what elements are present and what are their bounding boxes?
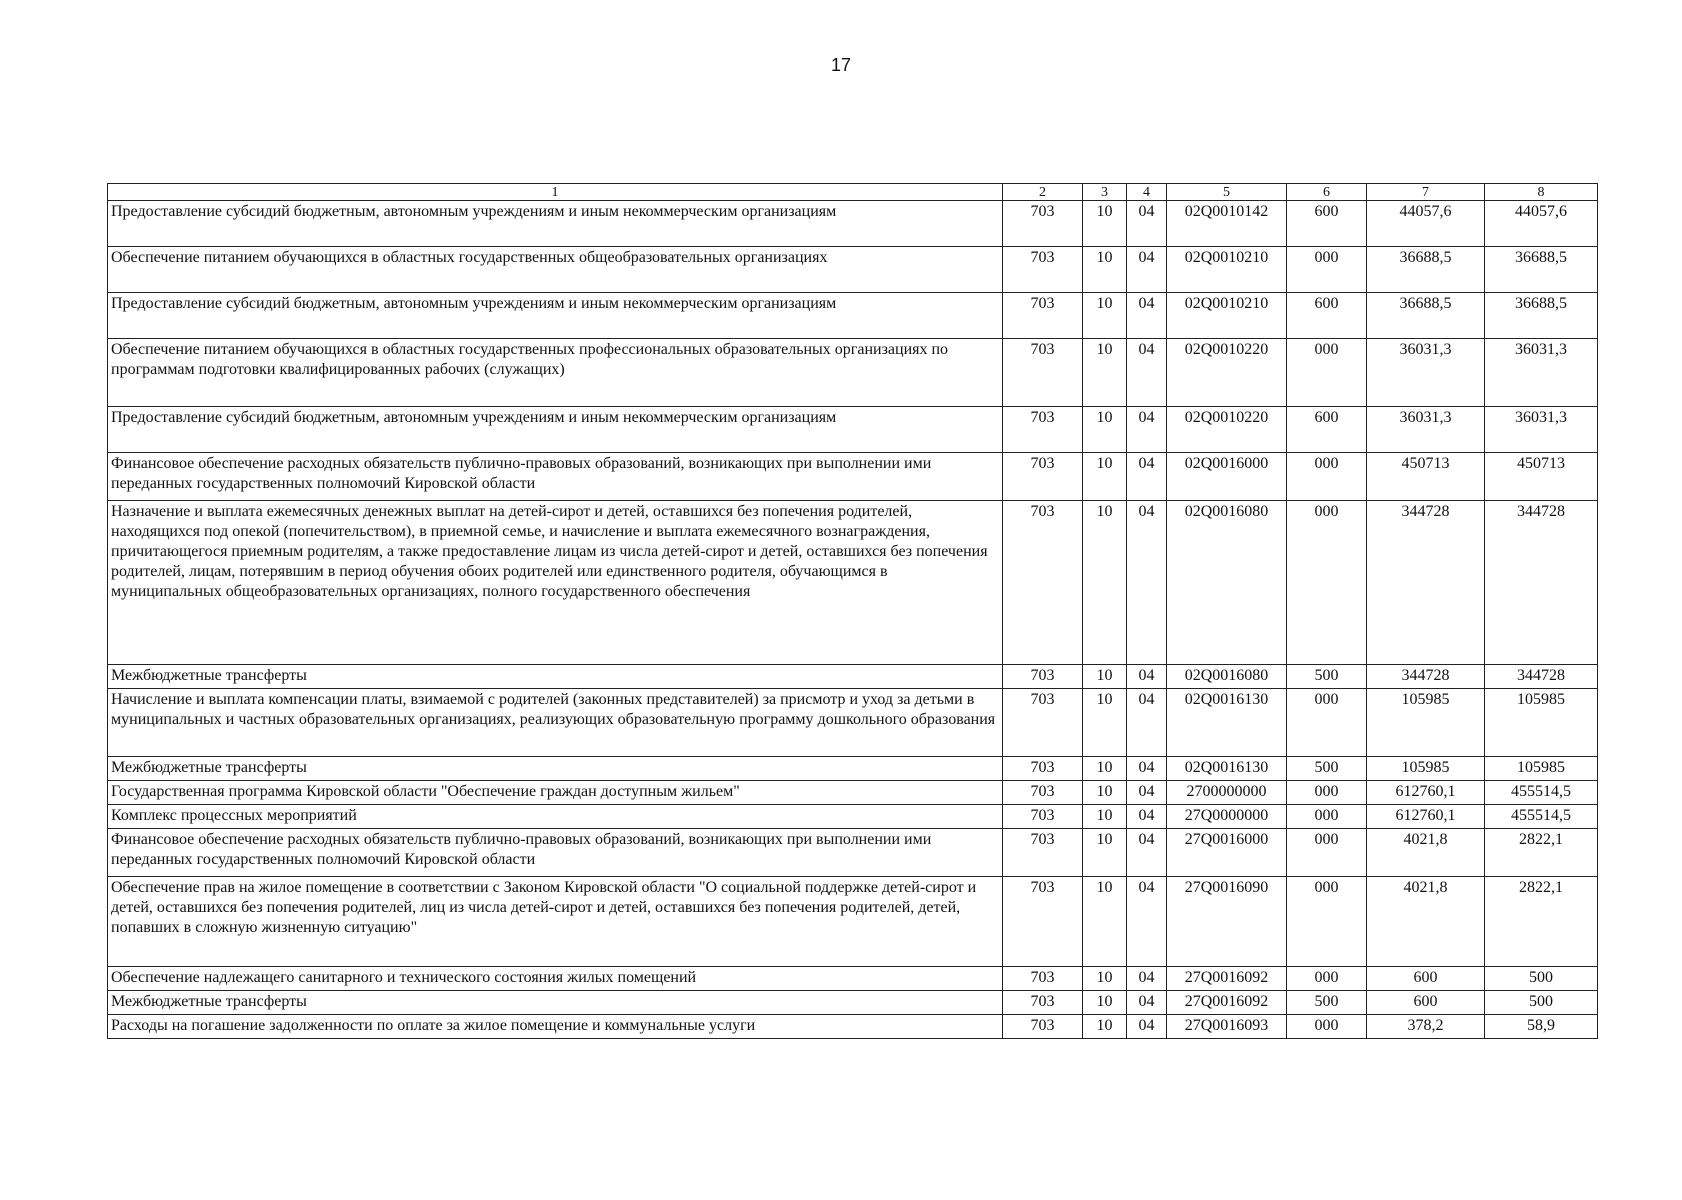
section-cell: 10: [1083, 757, 1127, 781]
subsection-cell: 04: [1127, 967, 1167, 991]
expense-type-cell: 600: [1287, 407, 1367, 453]
target-item-cell: 02Q0016000: [1167, 453, 1287, 501]
code-cell: 703: [1003, 991, 1083, 1015]
amount-year-2-cell: 105985: [1485, 757, 1598, 781]
header-cell: 6: [1287, 184, 1367, 201]
code-cell: 703: [1003, 967, 1083, 991]
amount-year-1-cell: 344728: [1367, 665, 1485, 689]
target-item-cell: 02Q0016130: [1167, 757, 1287, 781]
subsection-cell: 04: [1127, 665, 1167, 689]
row-name-cell: Обеспечение надлежащего санитарного и технического состояния жилых помещений: [108, 967, 1003, 991]
subsection-cell: 04: [1127, 877, 1167, 967]
code-cell: 703: [1003, 877, 1083, 967]
table-row: [108, 453, 1598, 501]
table-row: [108, 247, 1598, 293]
amount-year-2-cell: 455514,5: [1485, 805, 1598, 829]
row-name-cell: Межбюджетные трансферты: [108, 757, 1003, 781]
table-row: [108, 665, 1598, 689]
code-cell: 703: [1003, 781, 1083, 805]
expense-type-cell: 000: [1287, 781, 1367, 805]
subsection-cell: 04: [1127, 339, 1167, 407]
header-cell: 8: [1485, 184, 1598, 201]
expense-type-cell: 000: [1287, 501, 1367, 665]
target-item-cell: 02Q0010220: [1167, 407, 1287, 453]
table-row: [108, 293, 1598, 339]
expense-type-cell: 000: [1287, 967, 1367, 991]
amount-year-2-cell: 36031,3: [1485, 339, 1598, 407]
amount-year-2-cell: 36688,5: [1485, 293, 1598, 339]
amount-year-2-cell: 450713: [1485, 453, 1598, 501]
code-cell: 703: [1003, 665, 1083, 689]
subsection-cell: 04: [1127, 407, 1167, 453]
amount-year-2-cell: 105985: [1485, 689, 1598, 757]
expense-type-cell: 000: [1287, 339, 1367, 407]
target-item-cell: 2700000000: [1167, 781, 1287, 805]
expense-type-cell: 000: [1287, 453, 1367, 501]
amount-year-1-cell: 36031,3: [1367, 407, 1485, 453]
target-item-cell: 27Q0016092: [1167, 991, 1287, 1015]
header-cell: 3: [1083, 184, 1127, 201]
section-cell: 10: [1083, 967, 1127, 991]
code-cell: 703: [1003, 757, 1083, 781]
subsection-cell: 04: [1127, 293, 1167, 339]
row-name-cell: Обеспечение прав на жилое помещение в соответствии с Законом Кировской области "О социальной поддержке детей-сирот и детей, оставшихся без попечения родителей, лиц из числа детей-сирот и детей, оставшихся без попечения родителей, детей, попавших в сложную жизненную ситуацию": [108, 877, 1003, 967]
amount-year-2-cell: 36031,3: [1485, 407, 1598, 453]
amount-year-2-cell: 2822,1: [1485, 829, 1598, 877]
target-item-cell: 02Q0010210: [1167, 247, 1287, 293]
row-name-cell: Финансовое обеспечение расходных обязательств публично-правовых образований, возникающих при выполнении ими переданных государственных полномочий Кировской области: [108, 829, 1003, 877]
budget-table: [107, 183, 1598, 1039]
expense-type-cell: 600: [1287, 201, 1367, 247]
subsection-cell: 04: [1127, 757, 1167, 781]
header-cell: 4: [1127, 184, 1167, 201]
target-item-cell: 27Q0016093: [1167, 1015, 1287, 1039]
subsection-cell: 04: [1127, 247, 1167, 293]
expense-type-cell: 000: [1287, 247, 1367, 293]
amount-year-2-cell: 344728: [1485, 665, 1598, 689]
header-cell: 2: [1003, 184, 1083, 201]
code-cell: 703: [1003, 829, 1083, 877]
section-cell: 10: [1083, 689, 1127, 757]
amount-year-1-cell: 378,2: [1367, 1015, 1485, 1039]
amount-year-2-cell: 455514,5: [1485, 781, 1598, 805]
subsection-cell: 04: [1127, 781, 1167, 805]
amount-year-1-cell: 600: [1367, 991, 1485, 1015]
target-item-cell: 02Q0016130: [1167, 689, 1287, 757]
amount-year-1-cell: 36031,3: [1367, 339, 1485, 407]
amount-year-1-cell: 344728: [1367, 501, 1485, 665]
expense-type-cell: 000: [1287, 689, 1367, 757]
amount-year-1-cell: 36688,5: [1367, 293, 1485, 339]
section-cell: 10: [1083, 293, 1127, 339]
table-row: [108, 829, 1598, 877]
row-name-cell: Расходы на погашение задолженности по оплате за жилое помещение и коммунальные услуги: [108, 1015, 1003, 1039]
target-item-cell: 27Q0016092: [1167, 967, 1287, 991]
subsection-cell: 04: [1127, 805, 1167, 829]
section-cell: 10: [1083, 665, 1127, 689]
section-cell: 10: [1083, 339, 1127, 407]
expense-type-cell: 500: [1287, 991, 1367, 1015]
table-row: [108, 407, 1598, 453]
subsection-cell: 04: [1127, 201, 1167, 247]
amount-year-2-cell: 44057,6: [1485, 201, 1598, 247]
amount-year-2-cell: 500: [1485, 967, 1598, 991]
amount-year-1-cell: 612760,1: [1367, 781, 1485, 805]
subsection-cell: 04: [1127, 829, 1167, 877]
code-cell: 703: [1003, 407, 1083, 453]
subsection-cell: 04: [1127, 689, 1167, 757]
table-row: [108, 201, 1598, 247]
expense-type-cell: 000: [1287, 805, 1367, 829]
header-row: [108, 184, 1598, 201]
row-name-cell: Назначение и выплата ежемесячных денежных выплат на детей-сирот и детей, оставшихся без попечения родителей, находящихся под опекой (попечительством), в приемной семье, и начисление и выплата ежемесячного вознаграждения, причитающегося приемным родителям, а также предоставление лицам из числа детей-сирот и детей, оставшихся без попечения родителей, лицам, потерявшим в период обучения обоих родителей или единственного родителя, обучающимся в муниципальных общеобразовательных организациях, полного государственного обеспечения: [108, 501, 1003, 665]
row-name-cell: Финансовое обеспечение расходных обязательств публично-правовых образований, возникающих при выполнении ими переданных государственных полномочий Кировской области: [108, 453, 1003, 501]
section-cell: 10: [1083, 829, 1127, 877]
row-name-cell: Государственная программа Кировской области "Обеспечение граждан доступным жильем": [108, 781, 1003, 805]
table-row: [108, 339, 1598, 407]
section-cell: 10: [1083, 781, 1127, 805]
code-cell: 703: [1003, 247, 1083, 293]
section-cell: 10: [1083, 247, 1127, 293]
code-cell: 703: [1003, 339, 1083, 407]
header-cell: 5: [1167, 184, 1287, 201]
code-cell: 703: [1003, 201, 1083, 247]
row-name-cell: Предоставление субсидий бюджетным, автономным учреждениям и иным некоммерческим организациям: [108, 407, 1003, 453]
row-name-cell: Предоставление субсидий бюджетным, автономным учреждениям и иным некоммерческим организациям: [108, 293, 1003, 339]
expense-type-cell: 500: [1287, 757, 1367, 781]
row-name-cell: Начисление и выплата компенсации платы, взимаемой с родителей (законных представителей) за присмотр и уход за детьми в муниципальных и частных образовательных организациях, реализующих образовательную программу дошкольного образования: [108, 689, 1003, 757]
section-cell: 10: [1083, 1015, 1127, 1039]
table-row: [108, 967, 1598, 991]
amount-year-1-cell: 4021,8: [1367, 829, 1485, 877]
target-item-cell: 02Q0010210: [1167, 293, 1287, 339]
target-item-cell: 02Q0016080: [1167, 665, 1287, 689]
row-name-cell: Обеспечение питанием обучающихся в областных государственных профессиональных образовательных организациях по программам подготовки квалифицированных рабочих (служащих): [108, 339, 1003, 407]
row-name-cell: Межбюджетные трансферты: [108, 991, 1003, 1015]
code-cell: 703: [1003, 453, 1083, 501]
table-row: [108, 501, 1598, 665]
subsection-cell: 04: [1127, 991, 1167, 1015]
amount-year-1-cell: 450713: [1367, 453, 1485, 501]
target-item-cell: 02Q0010142: [1167, 201, 1287, 247]
amount-year-1-cell: 36688,5: [1367, 247, 1485, 293]
subsection-cell: 04: [1127, 453, 1167, 501]
table-row: [108, 877, 1598, 967]
amount-year-1-cell: 105985: [1367, 689, 1485, 757]
header-cell: 1: [108, 184, 1003, 201]
section-cell: 10: [1083, 407, 1127, 453]
code-cell: 703: [1003, 689, 1083, 757]
code-cell: 703: [1003, 501, 1083, 665]
target-item-cell: 02Q0016080: [1167, 501, 1287, 665]
subsection-cell: 04: [1127, 1015, 1167, 1039]
table-row: [108, 781, 1598, 805]
target-item-cell: 27Q0016000: [1167, 829, 1287, 877]
expense-type-cell: 000: [1287, 829, 1367, 877]
table-row: [108, 689, 1598, 757]
section-cell: 10: [1083, 805, 1127, 829]
row-name-cell: Обеспечение питанием обучающихся в областных государственных общеобразовательных организациях: [108, 247, 1003, 293]
expense-type-cell: 600: [1287, 293, 1367, 339]
amount-year-2-cell: 344728: [1485, 501, 1598, 665]
section-cell: 10: [1083, 991, 1127, 1015]
code-cell: 703: [1003, 1015, 1083, 1039]
row-name-cell: Межбюджетные трансферты: [108, 665, 1003, 689]
expense-type-cell: 000: [1287, 1015, 1367, 1039]
target-item-cell: 02Q0010220: [1167, 339, 1287, 407]
section-cell: 10: [1083, 201, 1127, 247]
amount-year-2-cell: 2822,1: [1485, 877, 1598, 967]
table-row: [108, 805, 1598, 829]
code-cell: 703: [1003, 293, 1083, 339]
header-cell: 7: [1367, 184, 1485, 201]
table-row: [108, 757, 1598, 781]
amount-year-2-cell: 500: [1485, 991, 1598, 1015]
target-item-cell: 27Q0016090: [1167, 877, 1287, 967]
amount-year-2-cell: 58,9: [1485, 1015, 1598, 1039]
section-cell: 10: [1083, 877, 1127, 967]
amount-year-1-cell: 600: [1367, 967, 1485, 991]
expense-type-cell: 500: [1287, 665, 1367, 689]
target-item-cell: 27Q0000000: [1167, 805, 1287, 829]
row-name-cell: Предоставление субсидий бюджетным, автономным учреждениям и иным некоммерческим организациям: [108, 201, 1003, 247]
page-number: 17: [830, 55, 852, 75]
expense-type-cell: 000: [1287, 877, 1367, 967]
amount-year-1-cell: 4021,8: [1367, 877, 1485, 967]
row-name-cell: Комплекс процессных мероприятий: [108, 805, 1003, 829]
amount-year-1-cell: 105985: [1367, 757, 1485, 781]
amount-year-2-cell: 36688,5: [1485, 247, 1598, 293]
amount-year-1-cell: 612760,1: [1367, 805, 1485, 829]
section-cell: 10: [1083, 501, 1127, 665]
table-row: [108, 991, 1598, 1015]
amount-year-1-cell: 44057,6: [1367, 201, 1485, 247]
table-body: [108, 201, 1598, 1039]
code-cell: 703: [1003, 805, 1083, 829]
section-cell: 10: [1083, 453, 1127, 501]
subsection-cell: 04: [1127, 501, 1167, 665]
table-row: [108, 1015, 1598, 1039]
